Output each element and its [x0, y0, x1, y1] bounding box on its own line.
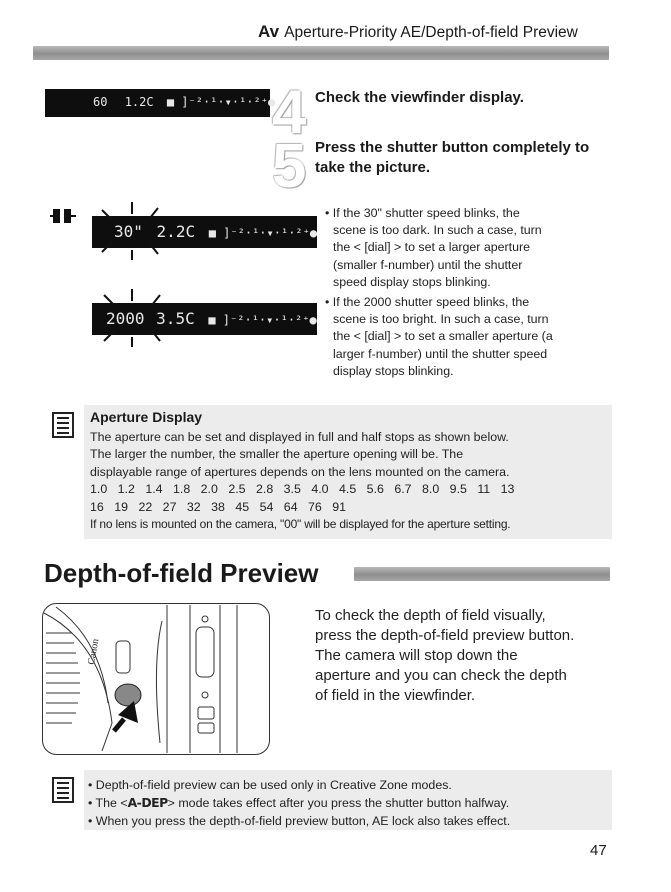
dof-description: [315, 606, 615, 706]
dof-line: press the depth-of-field preview button.: [315, 627, 575, 644]
section-title: Depth-of-field Preview: [44, 558, 319, 588]
page-header: [258, 22, 578, 42]
camera-brand-label: Canon: [86, 637, 102, 666]
aperture-values-row-1: 1.0 1.2 1.4 1.8 2.0 2.5 2.8 3.5 4.0 4.5 5.6 6.7 8.0 9.5 11 13: [90, 482, 515, 497]
step-4-number: 4: [272, 78, 307, 147]
step-4-text: Check the viewfinder display.: [315, 89, 524, 106]
blink-icon: [50, 206, 76, 226]
a-dep-mode-label: A-DEP: [127, 795, 168, 811]
bullet-line: • If the 30" shutter speed blinks, the: [325, 206, 520, 220]
section-band: [354, 567, 610, 581]
bottom-notes: [88, 777, 610, 830]
step-5-number: 5: [272, 132, 307, 201]
bullet-line: • If the 2000 shutter speed blinks, the: [325, 295, 530, 309]
blink-explanation-2: [325, 294, 615, 380]
note-line: • Depth-of-field preview can be used only in Creative Zone modes.: [88, 778, 452, 792]
lcd-exposure-scale: ■ ]⁻²·¹·▾·¹·²⁺●: [208, 226, 318, 240]
bullet-line: scene is too bright. In such a case, turn: [333, 312, 549, 327]
blink-rays-2: [92, 287, 172, 349]
viewfinder-display-1: [45, 89, 276, 117]
header-title: Aperture-Priority AE/Depth-of-field Preview: [284, 24, 578, 41]
lcd-shutter-blinking: 30": [114, 222, 143, 241]
dof-line: The camera will stop down the: [315, 647, 518, 664]
bullet-line: larger f-number) until the shutter speed: [333, 346, 548, 361]
memo-icon: [52, 412, 74, 438]
lcd-aperture: 3.5C: [156, 309, 195, 328]
memo-icon: [52, 777, 74, 803]
camera-illustration: [42, 603, 270, 755]
lcd-shutter-blinking: 2000: [106, 309, 145, 328]
dof-line: aperture and you can check the depth: [315, 667, 567, 684]
note-line: The larger the number, the smaller the aperture opening will be. The: [90, 447, 464, 462]
aperture-note-title: Aperture Display: [90, 409, 203, 425]
lcd-shutter: 60: [93, 95, 108, 109]
note-line: The aperture can be set and displayed in full and half stops as shown below.: [90, 430, 509, 444]
bullet-line: the < [dial] > to set a smaller aperture (a: [333, 329, 553, 344]
note-line: • When you press the depth-of-field preview button, AE lock also takes effect.: [88, 813, 511, 828]
lcd-exposure-scale: ■ ]⁻²·¹·▾·¹·²⁺●: [208, 313, 317, 327]
blink-rays-1: [92, 200, 172, 262]
step-5-text: Press the shutter button completely to take the picture.: [315, 139, 590, 176]
bullet-line: speed display stops blinking.: [333, 274, 491, 289]
dof-line: To check the depth of field visually,: [315, 607, 546, 624]
no-lens-note: If no lens is mounted on the camera, "00" will be displayed for the aperture setting.: [90, 517, 511, 532]
lcd-aperture: 1.2C: [124, 95, 154, 109]
note-text: • The <: [88, 796, 128, 811]
dof-line: of field in the viewfinder.: [315, 687, 476, 704]
av-mode-symbol: Av: [258, 22, 280, 41]
lcd-aperture: 2.2C: [156, 222, 196, 241]
bullet-line: display stops blinking.: [333, 363, 454, 378]
bullet-line: scene is too dark. In such a case, turn: [333, 223, 542, 238]
header-band: [33, 46, 609, 60]
note-line: [88, 794, 610, 812]
note-text: > mode takes effect after you press the shutter button halfway.: [167, 796, 510, 811]
aperture-note-body: [90, 429, 610, 533]
note-line: displayable range of apertures depends on the lens mounted on the camera.: [90, 464, 510, 479]
lcd-exposure-scale: ■ ]⁻²·¹·▾·¹·²⁺●: [166, 95, 276, 109]
aperture-values-row-2: 16 19 22 27 32 38 45 54 64 76 91: [90, 499, 347, 514]
bullet-line: (smaller f-number) until the shutter: [333, 257, 523, 272]
blink-explanation-1: [325, 205, 615, 291]
bullet-line: the < [dial] > to set a larger aperture: [333, 240, 530, 255]
page-number: 47: [590, 842, 607, 859]
